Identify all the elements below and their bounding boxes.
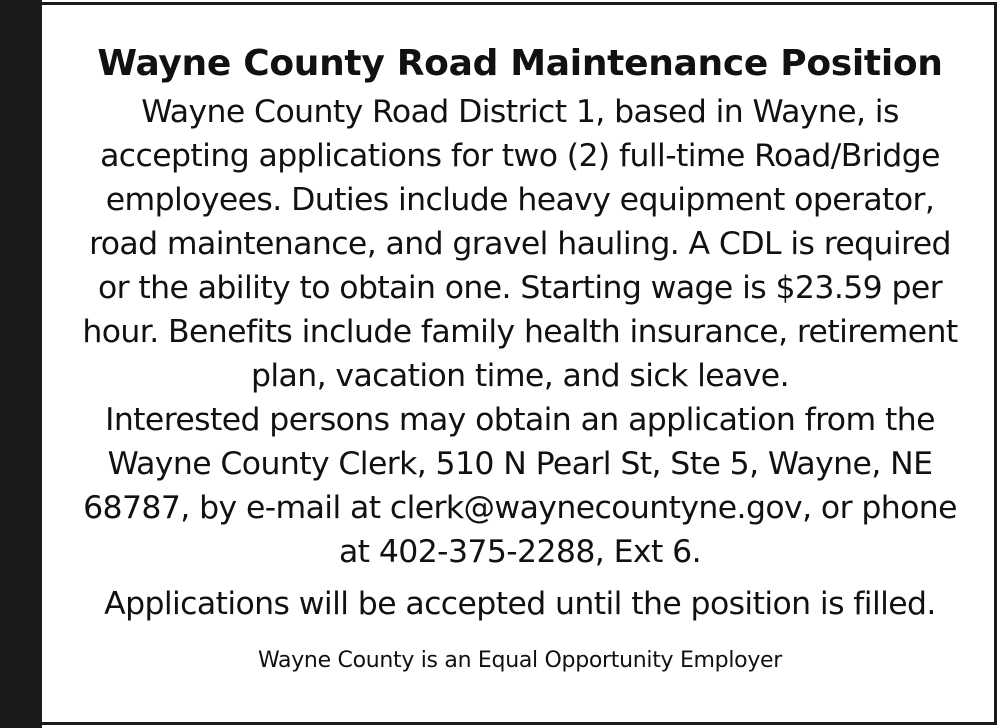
- spacer: [44, 626, 996, 646]
- description-line: hour. Benefits include family health insurance, retirement: [82, 314, 958, 350]
- spacer: [44, 574, 996, 582]
- description-line: accepting applications for two (2) full-time Road/Bridge: [100, 138, 940, 174]
- ad-title: Wayne County Road Maintenance Position: [97, 43, 943, 84]
- job-description: [44, 90, 996, 398]
- instructions-line: 68787, by e-mail at clerk@waynecountyne.gov, or phone: [83, 490, 957, 526]
- instructions-line: Interested persons may obtain an application from the: [105, 402, 935, 438]
- application-instructions: [44, 398, 996, 574]
- description-line: or the ability to obtain one. Starting wage is $23.59 per: [97, 270, 943, 306]
- description-line: plan, vacation time, and sick leave.: [250, 358, 790, 394]
- ad-content: [44, 38, 996, 676]
- application-deadline: Applications will be accepted until the position is filled.: [104, 586, 936, 622]
- description-line: road maintenance, and gravel hauling. A CDL is required: [89, 226, 951, 262]
- equal-opportunity-statement: Wayne County is an Equal Opportunity Employer: [257, 648, 783, 673]
- left-border-bar: [0, 0, 42, 728]
- description-line: employees. Duties include heavy equipment operator,: [105, 182, 935, 218]
- description-line: Wayne County Road District 1, based in Wayne, is: [141, 94, 899, 130]
- instructions-line: at 402-375-2288, Ext 6.: [338, 534, 701, 570]
- instructions-line: Wayne County Clerk, 510 N Pearl St, Ste 5, Wayne, NE: [107, 446, 933, 482]
